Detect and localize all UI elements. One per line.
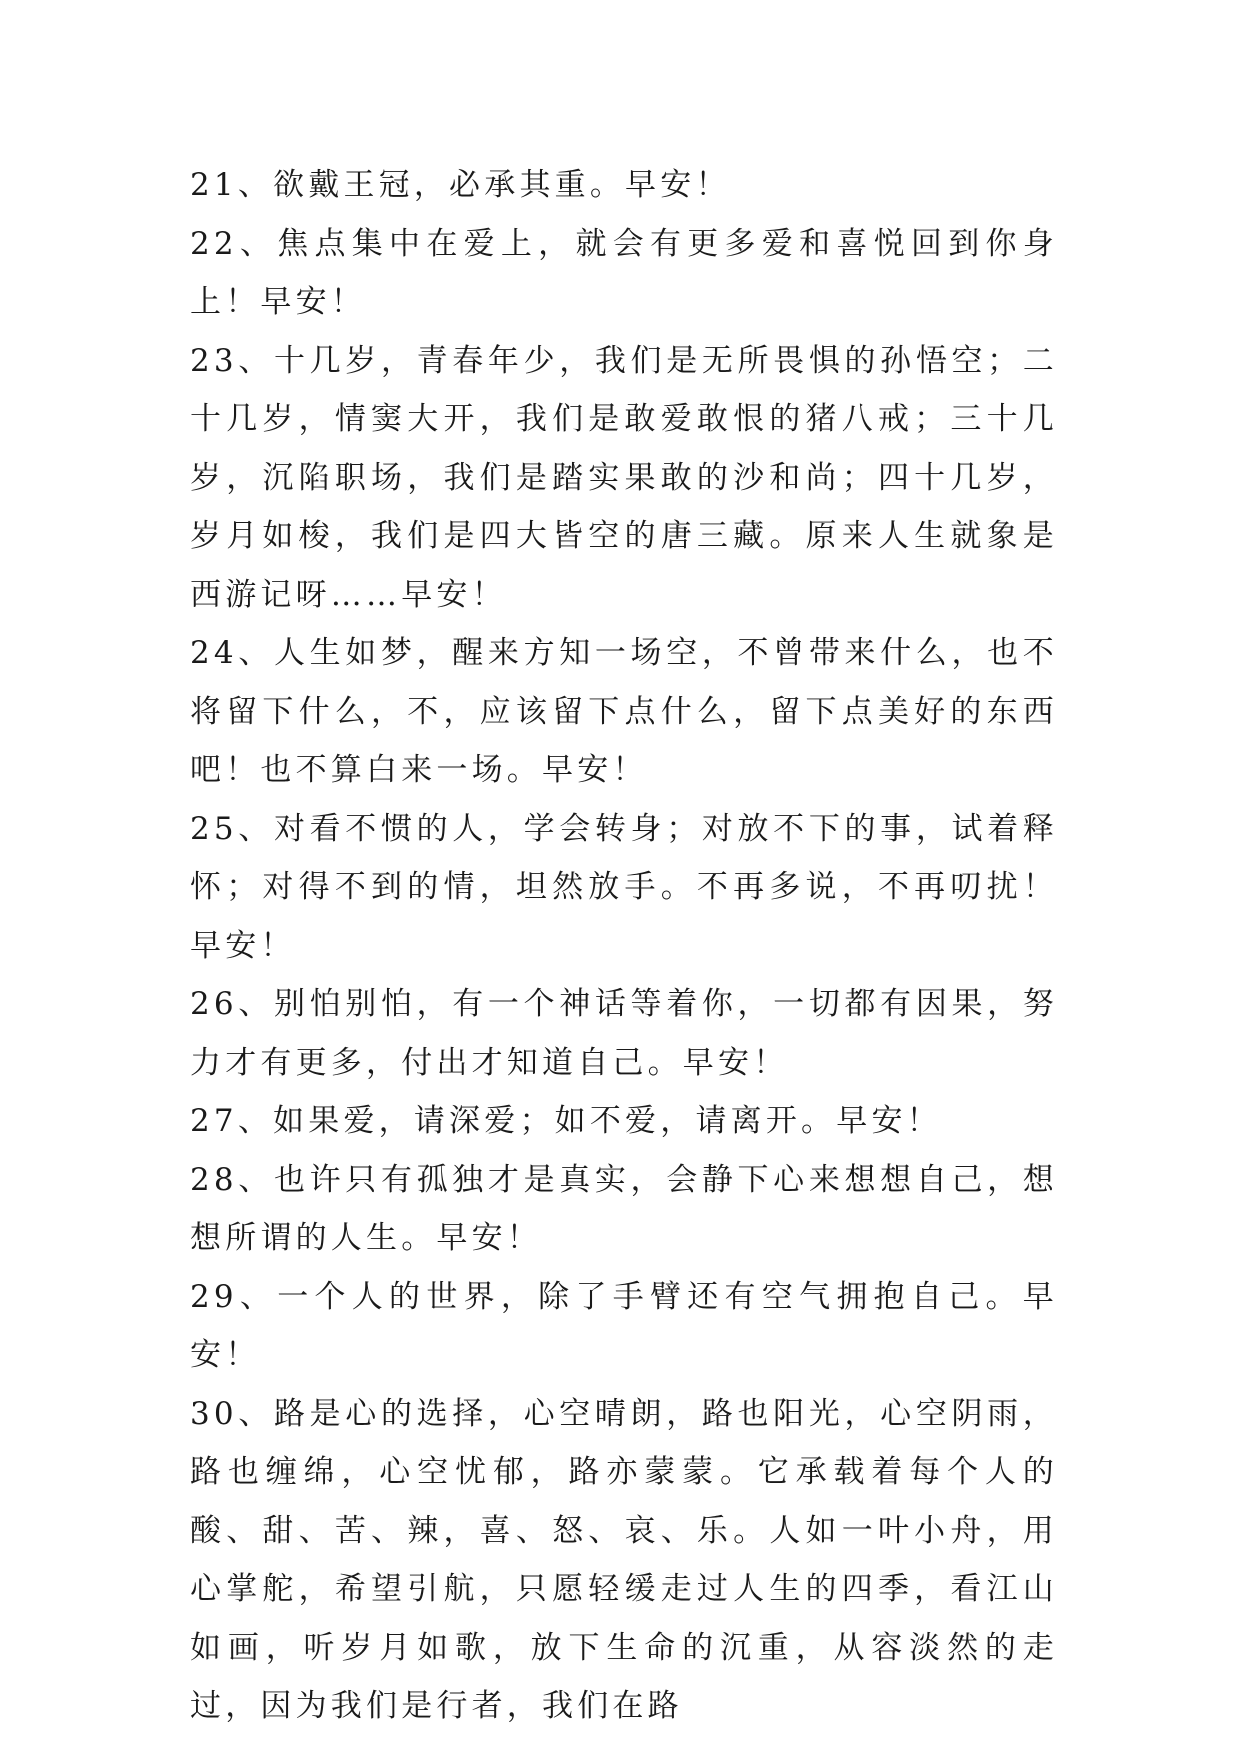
list-item: 28、也许只有孤独才是真实，会静下心来想想自己，想想所谓的人生。早安！ xyxy=(190,1161,1058,1256)
list-item: 23、十几岁，青春年少，我们是无所畏惧的孙悟空；二十几岁，情窦大开，我们是敢爱敢恨的猪八戒；三十几岁，沉陷职场，我们是踏实果敢的沙和尚；四十几岁，岁月如梭，我们是四大皆空的唐三藏。原来人生就象是西游记呀……早安！ xyxy=(190,342,1058,613)
list-item: 26、别怕别怕，有一个神话等着你，一切都有因果，努力才有更多，付出才知道自己。早安！ xyxy=(190,986,1058,1081)
list-item: 25、对看不惯的人，学会转身；对放不下的事，试着释怀；对得不到的情，坦然放手。不再多说，不再叨扰！早安！ xyxy=(190,810,1058,964)
list-item: 22、焦点集中在爱上，就会有更多爱和喜悦回到你身上！早安！ xyxy=(190,225,1058,320)
list-item: 21、欲戴王冠，必承其重。早安！ xyxy=(190,167,731,203)
document-body xyxy=(190,156,1058,1736)
list-item: 29、一个人的世界，除了手臂还有空气拥抱自己。早安！ xyxy=(190,1278,1058,1373)
list-item: 30、路是心的选择，心空晴朗，路也阳光，心空阴雨，路也缠绵，心空忧郁，路亦蒙蒙。它承载着每个人的酸、甜、苦、辣，喜、怒、哀、乐。人如一叶小舟，用心掌舵，希望引航，只愿轻缓走过人生的四季，看江山如画，听岁月如歌，放下生命的沉重，从容淡然的走过，因为我们是行者，我们在路 xyxy=(190,1395,1058,1724)
list-item: 24、人生如梦，醒来方知一场空，不曾带来什么，也不将留下什么，不，应该留下点什么，留下点美好的东西吧！也不算白来一场。早安！ xyxy=(190,635,1058,788)
list-item: 27、如果爱，请深爱；如不爱，请离开。早安！ xyxy=(190,1103,942,1139)
